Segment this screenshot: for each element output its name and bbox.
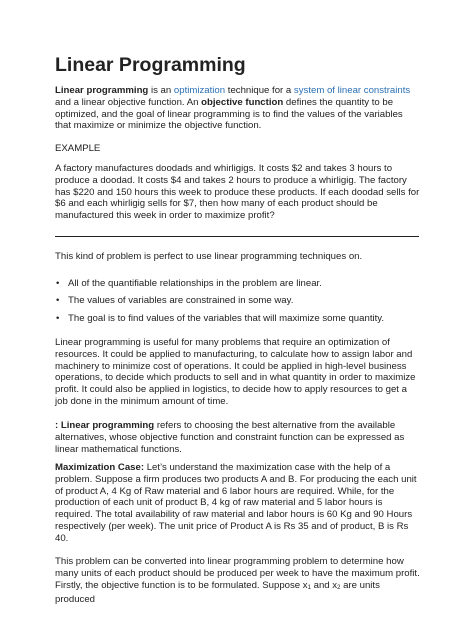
maximization-term: Maximization Case: [55,462,145,473]
definition-text: refers to choosing the best alternative from the available alternatives, whose objective function and constraint function can be expressed as linear mathematical functions. [55,420,405,455]
intro-text-1: is an [148,85,174,96]
maximization-text: Let’s understand the maximization case with the help of a problem. Suppose a firm produces two products A and B. For producing the each unit of product A, 4 Kg of Raw material and 6 labor hours are required. While, for the production of each unit of product B, 4 kg of raw material and 5 labor hours is required. The total availability of raw material and labor hours is 60 Kg and 90 Hours respectively (per week). The unit price of Product A is Rs 35 and of product, B is Rs 40. [55,462,417,544]
horizontal-divider [55,236,419,237]
definition-paragraph [55,420,421,455]
example-heading: EXAMPLE [55,143,101,154]
intro-text-2: technique for a [225,85,294,96]
list-item: • The goal is to find values of the variables that will maximize some quantity. [56,312,385,324]
convert-paragraph: This problem can be converted into linear programming problem to determine how many units of each product should be produced per week to have the maximum profit. Firstly, the objective function is to be formulated. Suppose $x_1$ and $x_2$ are units produced [55,556,420,606]
list-item: • All of the quantifiable relationships in the problem are linear. [56,278,322,289]
optimization-link[interactable]: optimization [173,85,226,96]
criteria-list [55,278,421,330]
maximization-paragraph [55,462,421,545]
bullet-icon: • [56,278,60,289]
objective-function-term: objective function [201,96,284,108]
bullet-icon: • [56,295,60,307]
definition-term: : Linear programming [55,420,155,431]
intro-paragraph [55,85,421,132]
page-title: Linear Programming [55,54,246,76]
intro-text-3: and a linear objective function. An [55,96,202,108]
perfect-paragraph: This kind of problem is perfect to use linear programming techniques on. [55,251,363,262]
example-paragraph: A factory manufactures doodads and whirligigs. It costs $2 and takes 3 hours to produce a doodad. It costs $4 and takes 2 hours to produce a whirligig. The factory has $220 and 150 hours this week to produce these products. If each doodad sells for $6 and each whirligig sells for $7, then how many of each product should be manufactured this week in order to maximize profit? [55,163,420,222]
intro-text-4: defines the quantity to be optimized, and the goal of linear programming is to find the values of the variables that maximize or minimize the objective function. [55,96,403,132]
list-item: • The values of variables are constrained in some way. [56,295,294,307]
useful-paragraph: Linear programming is useful for many problems that require an optimization of resources. It could be applied to manufacturing, to calculate how to assign labor and machinery to minimize cost of operations. It could be applied in high-level business operations, to decide which products to sell and in what quantity in order to maximize profit. It could also be applied in logistics, to decide how to apply resources to get a job done in the minimum amount of time. [55,337,416,407]
linear-constraints-link[interactable]: system of linear constraints [293,85,411,96]
intro-term: Linear programming [55,85,149,96]
bullet-icon: • [56,312,60,324]
